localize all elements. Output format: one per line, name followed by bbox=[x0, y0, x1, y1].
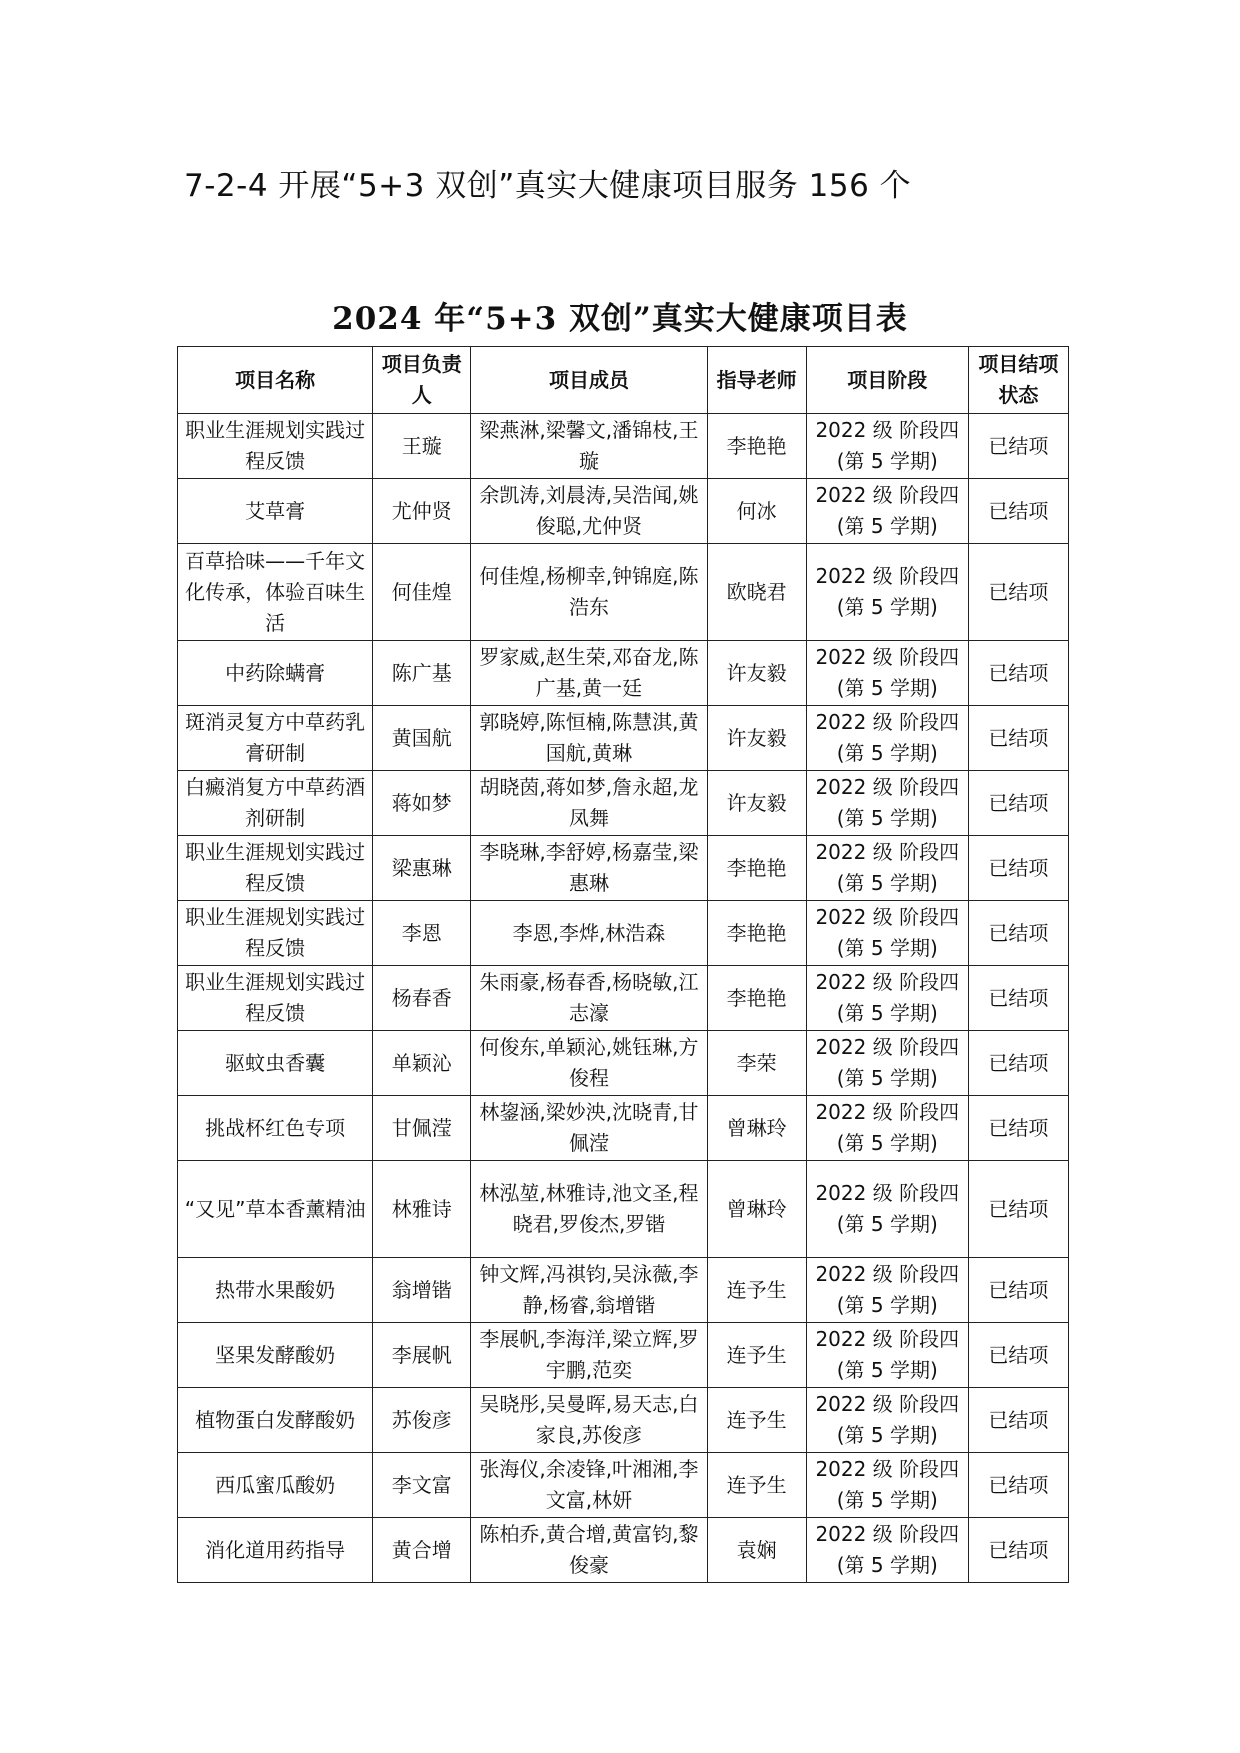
cell-advisor: 李艳艳 bbox=[707, 966, 806, 1031]
cell-project-members: 朱雨豪,杨春香,杨晓敏,江志濠 bbox=[471, 966, 707, 1031]
cell-project-stage: 2022 级 阶段四(第 5 学期) bbox=[806, 1161, 968, 1258]
header-project-name: 项目名称 bbox=[178, 347, 373, 414]
cell-project-stage: 2022 级 阶段四(第 5 学期) bbox=[806, 479, 968, 544]
cell-project-lead: 李恩 bbox=[373, 901, 471, 966]
cell-project-stage: 2022 级 阶段四(第 5 学期) bbox=[806, 901, 968, 966]
cell-completion-status: 已结项 bbox=[968, 836, 1068, 901]
cell-advisor: 连予生 bbox=[707, 1453, 806, 1518]
cell-advisor: 李荣 bbox=[707, 1031, 806, 1096]
cell-project-lead: 尤仲贤 bbox=[373, 479, 471, 544]
table-row bbox=[178, 414, 1069, 479]
cell-project-lead: 杨春香 bbox=[373, 966, 471, 1031]
cell-completion-status: 已结项 bbox=[968, 706, 1068, 771]
cell-project-name: 坚果发酵酸奶 bbox=[178, 1323, 373, 1388]
cell-project-name: 斑消灵复方中草药乳膏研制 bbox=[178, 706, 373, 771]
cell-project-lead: 黄合增 bbox=[373, 1518, 471, 1583]
cell-project-lead: 何佳煌 bbox=[373, 544, 471, 641]
table-row bbox=[178, 544, 1069, 641]
cell-project-name: 驱蚊虫香囊 bbox=[178, 1031, 373, 1096]
cell-project-lead: 李展帆 bbox=[373, 1323, 471, 1388]
table-row bbox=[178, 836, 1069, 901]
table-row bbox=[178, 771, 1069, 836]
cell-project-stage: 2022 级 阶段四(第 5 学期) bbox=[806, 836, 968, 901]
cell-project-lead: 王璇 bbox=[373, 414, 471, 479]
cell-project-stage: 2022 级 阶段四(第 5 学期) bbox=[806, 1031, 968, 1096]
table-row bbox=[178, 1258, 1069, 1323]
cell-completion-status: 已结项 bbox=[968, 1518, 1068, 1583]
cell-project-members: 张海仪,余凌锋,叶湘湘,李文富,林妍 bbox=[471, 1453, 707, 1518]
header-project-members: 项目成员 bbox=[471, 347, 707, 414]
cell-project-name: 职业生涯规划实践过程反馈 bbox=[178, 414, 373, 479]
cell-project-members: 梁燕淋,梁馨文,潘锦枝,王璇 bbox=[471, 414, 707, 479]
cell-completion-status: 已结项 bbox=[968, 1388, 1068, 1453]
cell-project-name: 职业生涯规划实践过程反馈 bbox=[178, 901, 373, 966]
cell-project-name: “又见”草本香薰精油 bbox=[178, 1161, 373, 1258]
cell-project-members: 李恩,李烨,林浩森 bbox=[471, 901, 707, 966]
cell-completion-status: 已结项 bbox=[968, 544, 1068, 641]
cell-project-members: 何俊东,单颖沁,姚钰琳,方俊程 bbox=[471, 1031, 707, 1096]
cell-project-members: 李展帆,李海洋,梁立辉,罗宇鹏,范奕 bbox=[471, 1323, 707, 1388]
cell-advisor: 李艳艳 bbox=[707, 836, 806, 901]
table-row bbox=[178, 1161, 1069, 1258]
cell-advisor: 李艳艳 bbox=[707, 414, 806, 479]
cell-completion-status: 已结项 bbox=[968, 641, 1068, 706]
cell-project-lead: 黄国航 bbox=[373, 706, 471, 771]
cell-project-members: 陈柏乔,黄合增,黄富钧,黎俊豪 bbox=[471, 1518, 707, 1583]
cell-project-stage: 2022 级 阶段四(第 5 学期) bbox=[806, 771, 968, 836]
cell-project-stage: 2022 级 阶段四(第 5 学期) bbox=[806, 1518, 968, 1583]
table-row bbox=[178, 1096, 1069, 1161]
cell-project-name: 职业生涯规划实践过程反馈 bbox=[178, 966, 373, 1031]
cell-project-stage: 2022 级 阶段四(第 5 学期) bbox=[806, 1258, 968, 1323]
cell-project-lead: 李文富 bbox=[373, 1453, 471, 1518]
table-title: 2024 年“5+3 双创”真实大健康项目表 bbox=[332, 301, 908, 337]
cell-advisor: 连予生 bbox=[707, 1323, 806, 1388]
cell-completion-status: 已结项 bbox=[968, 1096, 1068, 1161]
table-header-row bbox=[178, 347, 1069, 414]
cell-project-stage: 2022 级 阶段四(第 5 学期) bbox=[806, 414, 968, 479]
cell-completion-status: 已结项 bbox=[968, 966, 1068, 1031]
cell-completion-status: 已结项 bbox=[968, 414, 1068, 479]
cell-project-lead: 陈广基 bbox=[373, 641, 471, 706]
cell-project-members: 李晓琳,李舒婷,杨嘉莹,梁惠琳 bbox=[471, 836, 707, 901]
table-row bbox=[178, 1388, 1069, 1453]
cell-advisor: 许友毅 bbox=[707, 706, 806, 771]
cell-project-members: 吴晓彤,吴曼晖,易天志,白家良,苏俊彦 bbox=[471, 1388, 707, 1453]
cell-advisor: 欧晓君 bbox=[707, 544, 806, 641]
cell-project-members: 林泓堃,林雅诗,池文圣,程晓君,罗俊杰,罗锴 bbox=[471, 1161, 707, 1258]
cell-project-stage: 2022 级 阶段四(第 5 学期) bbox=[806, 1323, 968, 1388]
header-advisor: 指导老师 bbox=[707, 347, 806, 414]
table-row bbox=[178, 706, 1069, 771]
cell-project-lead: 蒋如梦 bbox=[373, 771, 471, 836]
cell-project-name: 百草拾味——千年文化传承，体验百味生活 bbox=[178, 544, 373, 641]
cell-project-name: 白癜消复方中草药酒剂研制 bbox=[178, 771, 373, 836]
cell-project-name: 热带水果酸奶 bbox=[178, 1258, 373, 1323]
cell-project-lead: 梁惠琳 bbox=[373, 836, 471, 901]
cell-project-members: 钟文辉,冯祺钧,吴泳薇,李静,杨睿,翁增锴 bbox=[471, 1258, 707, 1323]
cell-advisor: 曾琳玲 bbox=[707, 1161, 806, 1258]
cell-project-name: 艾草膏 bbox=[178, 479, 373, 544]
cell-project-lead: 单颖沁 bbox=[373, 1031, 471, 1096]
cell-project-name: 植物蛋白发酵酸奶 bbox=[178, 1388, 373, 1453]
cell-advisor: 连予生 bbox=[707, 1388, 806, 1453]
cell-completion-status: 已结项 bbox=[968, 771, 1068, 836]
table-row bbox=[178, 1518, 1069, 1583]
cell-project-members: 何佳煌,杨柳幸,钟锦庭,陈浩东 bbox=[471, 544, 707, 641]
cell-project-name: 消化道用药指导 bbox=[178, 1518, 373, 1583]
cell-advisor: 许友毅 bbox=[707, 641, 806, 706]
cell-project-stage: 2022 级 阶段四(第 5 学期) bbox=[806, 966, 968, 1031]
table-row bbox=[178, 901, 1069, 966]
table-row bbox=[178, 966, 1069, 1031]
cell-project-lead: 苏俊彦 bbox=[373, 1388, 471, 1453]
cell-project-members: 林鋆涵,梁妙泱,沈晓青,甘佩滢 bbox=[471, 1096, 707, 1161]
cell-project-name: 挑战杯红色专项 bbox=[178, 1096, 373, 1161]
cell-project-lead: 甘佩滢 bbox=[373, 1096, 471, 1161]
cell-completion-status: 已结项 bbox=[968, 1161, 1068, 1258]
cell-advisor: 何冰 bbox=[707, 479, 806, 544]
project-table bbox=[177, 346, 1069, 1583]
cell-advisor: 曾琳玲 bbox=[707, 1096, 806, 1161]
cell-completion-status: 已结项 bbox=[968, 1453, 1068, 1518]
cell-project-stage: 2022 级 阶段四(第 5 学期) bbox=[806, 544, 968, 641]
cell-completion-status: 已结项 bbox=[968, 1323, 1068, 1388]
cell-project-members: 余凯涛,刘晨涛,吴浩闻,姚俊聪,尤仲贤 bbox=[471, 479, 707, 544]
table-row bbox=[178, 1453, 1069, 1518]
cell-project-stage: 2022 级 阶段四(第 5 学期) bbox=[806, 706, 968, 771]
cell-advisor: 李艳艳 bbox=[707, 901, 806, 966]
cell-project-members: 郭晓婷,陈恒楠,陈慧淇,黄国航,黄琳 bbox=[471, 706, 707, 771]
header-project-lead: 项目负责人 bbox=[373, 347, 471, 414]
cell-advisor: 连予生 bbox=[707, 1258, 806, 1323]
table-row bbox=[178, 479, 1069, 544]
cell-project-members: 胡晓茵,蒋如梦,詹永超,龙凤舞 bbox=[471, 771, 707, 836]
table-row bbox=[178, 641, 1069, 706]
cell-advisor: 许友毅 bbox=[707, 771, 806, 836]
cell-project-stage: 2022 级 阶段四(第 5 学期) bbox=[806, 1453, 968, 1518]
table-row bbox=[178, 1323, 1069, 1388]
cell-project-stage: 2022 级 阶段四(第 5 学期) bbox=[806, 641, 968, 706]
cell-completion-status: 已结项 bbox=[968, 1031, 1068, 1096]
cell-completion-status: 已结项 bbox=[968, 901, 1068, 966]
cell-project-stage: 2022 级 阶段四(第 5 学期) bbox=[806, 1096, 968, 1161]
cell-project-lead: 林雅诗 bbox=[373, 1161, 471, 1258]
cell-project-lead: 翁增锴 bbox=[373, 1258, 471, 1323]
cell-project-members: 罗家威,赵生荣,邓奋龙,陈广基,黄一廷 bbox=[471, 641, 707, 706]
cell-completion-status: 已结项 bbox=[968, 479, 1068, 544]
cell-project-stage: 2022 级 阶段四(第 5 学期) bbox=[806, 1388, 968, 1453]
cell-project-name: 西瓜蜜瓜酸奶 bbox=[178, 1453, 373, 1518]
cell-project-name: 职业生涯规划实践过程反馈 bbox=[178, 836, 373, 901]
header-completion-status: 项目结项状态 bbox=[968, 347, 1068, 414]
table-body bbox=[178, 414, 1069, 1583]
table-row bbox=[178, 1031, 1069, 1096]
header-project-stage: 项目阶段 bbox=[806, 347, 968, 414]
cell-project-name: 中药除螨膏 bbox=[178, 641, 373, 706]
cell-completion-status: 已结项 bbox=[968, 1258, 1068, 1323]
cell-advisor: 袁娴 bbox=[707, 1518, 806, 1583]
page-heading: 7-2-4 开展“5+3 双创”真实大健康项目服务 156 个 bbox=[184, 168, 912, 204]
